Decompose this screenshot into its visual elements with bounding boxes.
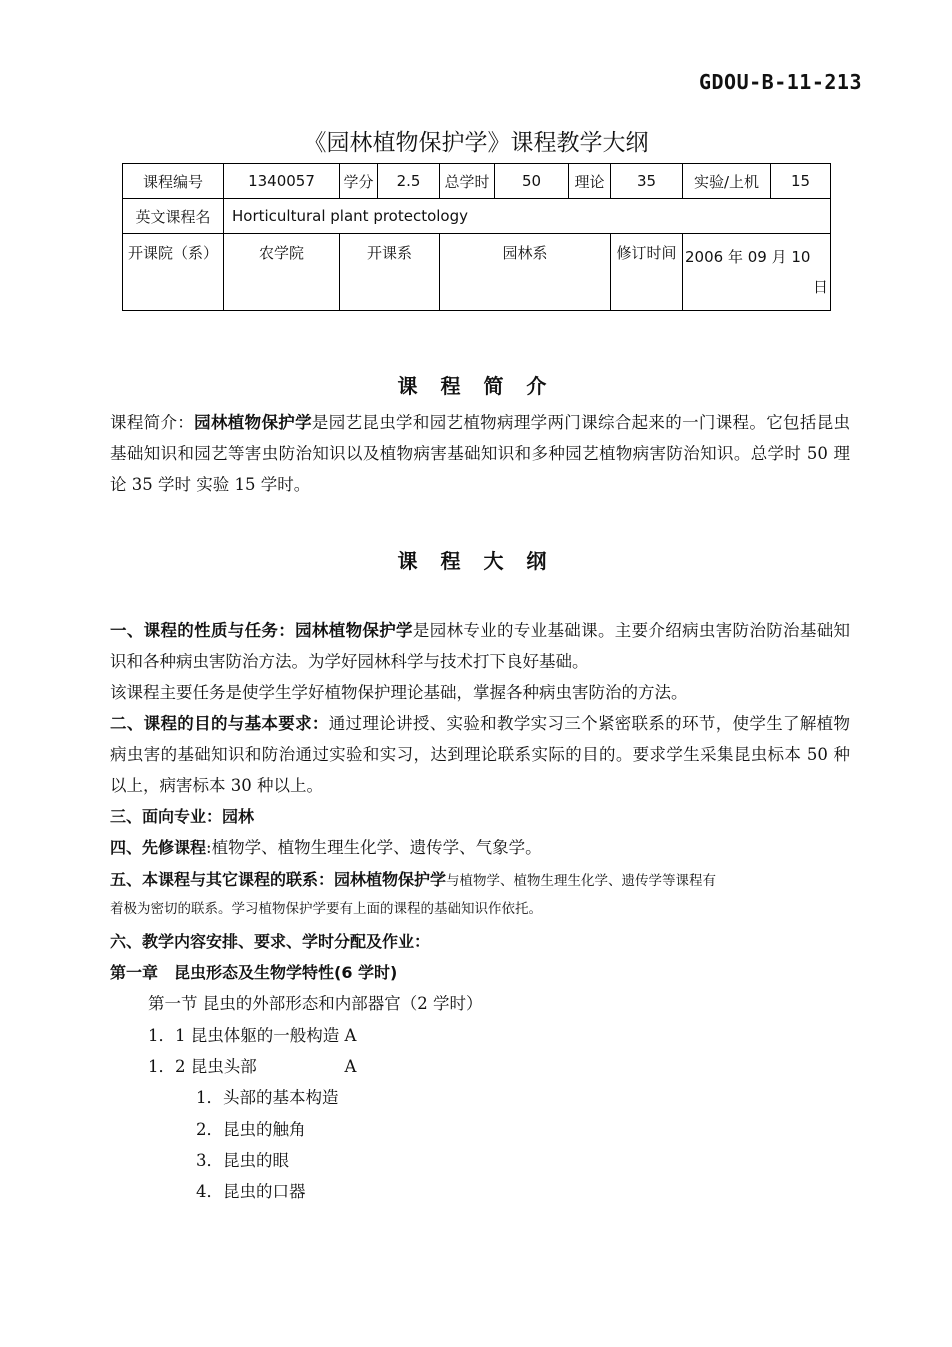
table-cell: 课程编号: [123, 164, 224, 199]
table-row: [123, 164, 831, 199]
section-2: [110, 708, 850, 801]
section-3: 三、面向专业：园林: [110, 807, 255, 826]
section-1: [110, 615, 850, 677]
sub-item: 1．头部的基本构造: [196, 1088, 339, 1107]
table-row: [123, 199, 831, 234]
section-6: 六、教学内容安排、要求、学时分配及作业：: [110, 932, 431, 951]
section-5-text: 与植物学、植物生理生化学、遗传学等课程有: [446, 873, 717, 889]
section-5-label: 五、本课程与其它课程的联系：: [110, 870, 335, 889]
table-cell: 2.5: [378, 164, 440, 199]
intro-paragraph: [110, 407, 850, 500]
section-4-text: :植物学、植物生理生化学、遗传学、气象学。: [206, 838, 542, 857]
table-cell: 英文课程名: [123, 199, 224, 234]
table-cell: 15: [771, 164, 831, 199]
revision-date-part: 2006 年 09 月 10: [685, 248, 811, 266]
section-1-text: 是园林专业的专业基础课。主要介绍病虫害防治防治基础知识和各种病虫害防治方法。为学好园林科学与技术打下良好基础。: [110, 621, 851, 671]
document-title: 《园林植物保护学》课程教学大纲: [303, 130, 649, 156]
section-2-label: 二、课程的目的与基本要求：: [110, 714, 329, 733]
course-name: 园林植物保护学: [334, 870, 447, 889]
intro-heading: 课 程 简 介: [397, 374, 555, 398]
revision-date: [683, 234, 831, 311]
chapter-1: 第一章 昆虫形态及生物学特性(6 学时): [110, 963, 398, 982]
document-code: GDOU-B-11-213: [698, 70, 862, 94]
table-cell: 学分: [340, 164, 378, 199]
table-cell: 35: [611, 164, 683, 199]
course-name: 园林植物保护学: [194, 413, 312, 432]
table-cell: 理论: [569, 164, 611, 199]
table-cell: 开课院（系）: [123, 234, 224, 311]
section-5: [110, 864, 855, 897]
item-1-2: 1．2 昆虫头部 A: [148, 1057, 357, 1076]
section-4: [110, 832, 855, 863]
item-1-1: 1．1 昆虫体躯的一般构造 A: [148, 1026, 357, 1045]
table-row: [123, 234, 831, 311]
table-cell: 1340057: [224, 164, 340, 199]
section-1-task: 该课程主要任务是使学生学好植物保护理论基础，掌握各种病虫害防治的方法。: [110, 683, 688, 702]
table-cell: 农学院: [224, 234, 340, 311]
section-1-label: 一、课程的性质与任务：: [110, 621, 296, 640]
course-info-table: [122, 163, 831, 311]
table-cell: 总学时: [440, 164, 495, 199]
sub-item: 4．昆虫的口器: [196, 1182, 306, 1201]
section-1-of-chapter-1: 第一节 昆虫的外部形态和内部器官（2 学时）: [148, 994, 483, 1013]
table-cell: 开课系: [340, 234, 440, 311]
table-cell: 实验/上机: [683, 164, 771, 199]
table-cell: 50: [495, 164, 569, 199]
section-5-text-cont: 着极为密切的联系。学习植物保护学要有上面的课程的基础知识作依托。: [110, 901, 542, 917]
english-course-name: Horticultural plant protectology: [224, 199, 831, 234]
revision-date-part: 日: [812, 278, 828, 296]
outline-heading: 课 程 大 纲: [397, 549, 555, 573]
intro-text: 是园艺昆虫学和园艺植物病理学两门课综合起来的一门课程。它包括昆虫基础知识和园艺等害虫防治知识以及植物病害基础知识和多种园艺植物病害防治知识。总学时 50 理论 35 学时 实验 15 学时。: [110, 413, 851, 494]
intro-label: 课程简介：: [110, 413, 195, 432]
sub-item: 3．昆虫的眼: [196, 1151, 289, 1170]
table-cell: 修订时间: [611, 234, 683, 311]
course-name: 园林植物保护学: [295, 621, 413, 640]
sub-item: 2．昆虫的触角: [196, 1120, 306, 1139]
section-2-text: 通过理论讲授、实验和教学实习三个紧密联系的环节，使学生了解植物病虫害的基础知识和防治通过实验和实习，达到理论联系实际的目的。要求学生采集昆虫标本 50 种以上，病害标本 30 种以上。: [110, 714, 851, 795]
table-cell: 园林系: [440, 234, 611, 311]
section-4-label: 四、先修课程: [110, 838, 207, 857]
